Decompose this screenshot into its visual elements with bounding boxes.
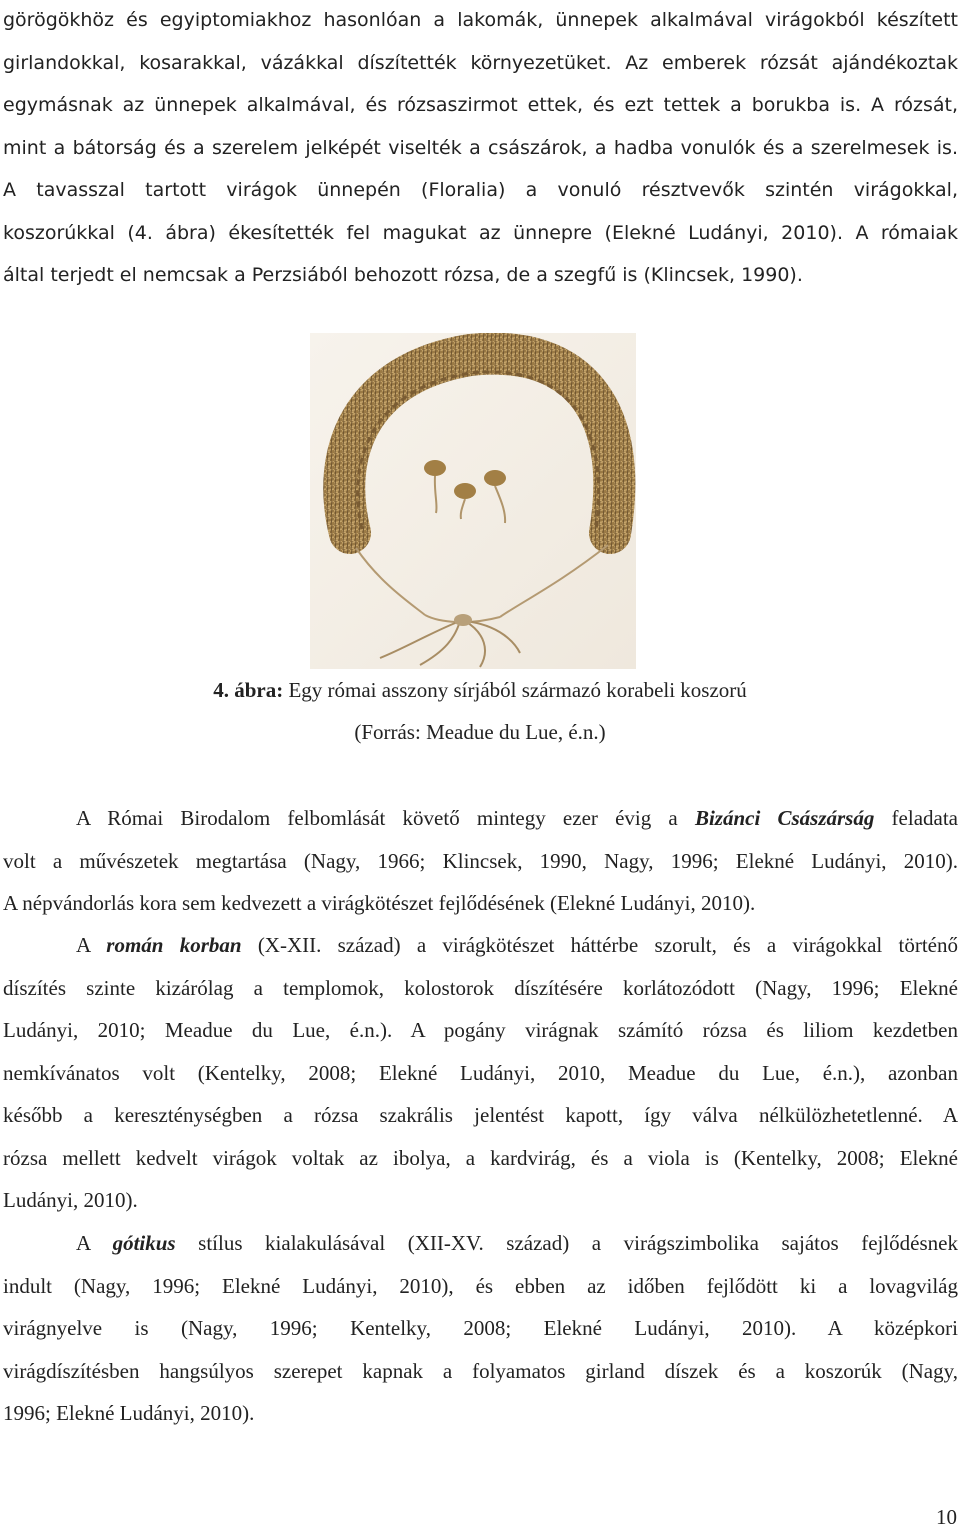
text-line: görögökhöz és egyiptomiakhoz hasonlóan a lakomák, ünnepek alkalmával virágokból készített	[3, 9, 958, 31]
text-line: Ludányi, 2010).	[3, 1188, 138, 1212]
text-line: nemkívánatos volt (Kentelky, 2008; Elekné Ludányi, 2010, Meadue du Lue, é.n.), azonban	[3, 1060, 958, 1085]
text-line: Ludányi, 2010; Meadue du Lue, é.n.). A pogány virágnak számító rózsa és liliom kezdetben	[3, 1018, 958, 1042]
paragraph-gothic	[3, 1222, 958, 1435]
paragraph-roman-flowers	[3, 0, 958, 298]
paragraph-byzantine	[3, 797, 958, 925]
text-line: A tavasszal tartott virágok ünnepén (Floralia) a vonuló résztvevők szintén virágokkal,	[3, 179, 958, 201]
text-line: volt a művészetek megtartása (Nagy, 1966; Klincsek, 1990, Nagy, 1996; Elekné Ludányi, 2010).	[3, 848, 958, 873]
caption-label: 4. ábra:	[213, 678, 284, 702]
text-line: koszorúkkal (4. ábra) ékesítették fel magukat az ünnepre (Elekné Ludányi, 2010). A rómaiak	[3, 221, 958, 244]
text-line: díszítés szinte kizárólag a templomok, kolostorok díszítésére korlátozódott (Nagy, 1996; Elekné	[3, 975, 958, 1000]
caption-title: 4. ábra: Egy római asszony sírjából származó korabeli koszorú	[213, 678, 747, 702]
text-line: girlandokkal, kosarakkal, vázákkal díszítették környezetüket. Az emberek rózsát ajándékoztak	[3, 51, 958, 74]
figure-caption	[0, 669, 960, 753]
text-line: által terjedt el nemcsak a Perzsiából behozott rózsa, de a szegfű is (Klincsek, 1990).	[3, 264, 803, 286]
text-line: indult (Nagy, 1996; Elekné Ludányi, 2010), és ebben az időben fejlődött ki a lovagvilág	[3, 1273, 958, 1298]
wreath-image	[310, 333, 636, 669]
text-line: később a kereszténységben a rózsa szakrális jelentést kapott, így válva nélkülözhetetlenné. A	[3, 1103, 958, 1127]
text-line: virágnyelve is (Nagy, 1996; Kentelky, 2008; Elekné Ludányi, 2010). A középkori	[3, 1316, 958, 1340]
text-line: A Római Birodalom felbomlását követő mintegy ezer évig a Bizánci Császárság feladata	[76, 806, 958, 830]
emphasis-term: gótikus	[112, 1231, 176, 1255]
text-line: A népvándorlás kora sem kedvezett a virágkötészet fejlődésének (Elekné Ludányi, 2010).	[3, 891, 756, 915]
page-number: 10	[936, 1505, 957, 1529]
emphasis-term: román korban	[106, 933, 242, 957]
text-line: mint a bátorság és a szerelem jelképét viselték a császárok, a hadba vonulók és a szerelmesek is.	[3, 136, 958, 159]
text-line: virágdíszítésben hangsúlyos szerepet kapnak a folyamatos girland díszek és a koszorúk (Nagy,	[3, 1358, 958, 1383]
text-line: A gótikus stílus kialakulásával (XII-XV. század) a virágszimbolika sajátos fejlődésnek	[76, 1231, 958, 1255]
text-line: 1996; Elekné Ludányi, 2010).	[3, 1401, 255, 1425]
caption-source: (Forrás: Meadue du Lue, é.n.)	[354, 720, 606, 744]
text-line: rózsa mellett kedvelt virágok voltak az ibolya, a kardvirág, és a viola is (Kentelky, 2008; Elekné	[3, 1145, 958, 1170]
text-line: egymásnak az ünnepek alkalmával, és rózsaszirmot ettek, és ezt tettek a borukba is. A rózsát,	[3, 94, 958, 116]
figure-roman-wreath-photo	[310, 333, 636, 669]
emphasis-term: Bizánci Császárság	[694, 806, 875, 830]
text-line: A román korban (X-XII. század) a virágkötészet háttérbe szorult, és a virágokkal történő	[76, 933, 958, 957]
paragraph-romanesque	[3, 924, 958, 1222]
